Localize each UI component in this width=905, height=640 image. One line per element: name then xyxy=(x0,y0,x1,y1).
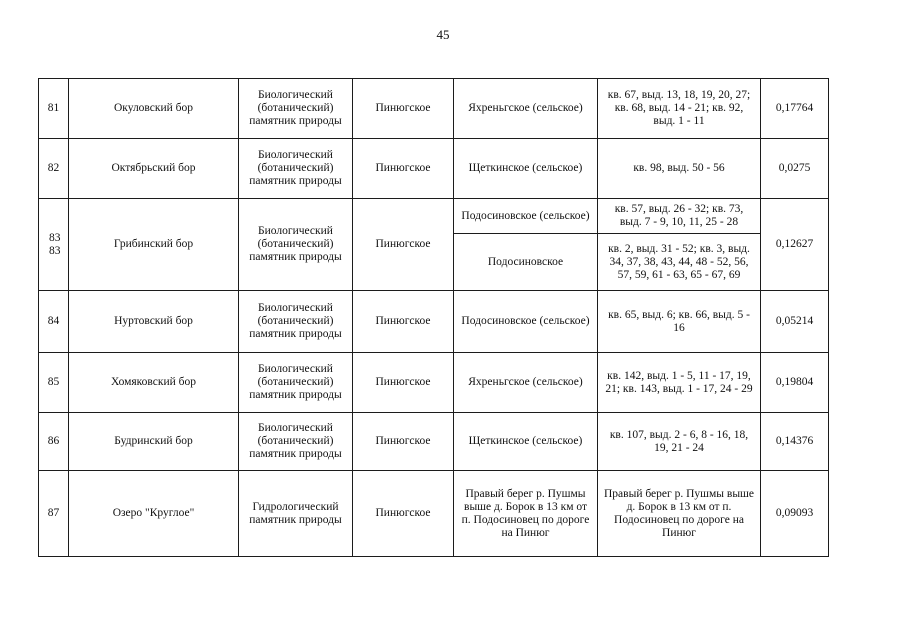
area-value: 0,05214 xyxy=(761,291,829,353)
sub-district: Подосиновское xyxy=(454,234,598,291)
forestry-district: Пинюгское xyxy=(353,413,454,471)
area-value: 0,14376 xyxy=(761,413,829,471)
forestry-district: Пинюгское xyxy=(353,199,454,291)
table-row xyxy=(39,199,829,234)
row-number: 87 xyxy=(39,471,69,557)
row-number-line: 83 xyxy=(49,244,61,257)
sub-district: Правый берег р. Пушмы выше д. Борок в 13 км от п. Подосиновец по дороге на Пинюг xyxy=(454,471,598,557)
row-number: 81 xyxy=(39,79,69,139)
sub-district: Яхреньгское (сельское) xyxy=(454,353,598,413)
sub-district: Щеткинское (сельское) xyxy=(454,139,598,199)
monument-name: Озеро "Круглое" xyxy=(69,471,239,557)
row-number-line: 83 xyxy=(49,231,61,244)
forestry-district: Пинюгское xyxy=(353,471,454,557)
location: кв. 142, выд. 1 - 5, 11 - 17, 19, 21; кв. 143, выд. 1 - 17, 24 - 29 xyxy=(598,353,761,413)
forestry-district: Пинюгское xyxy=(353,291,454,353)
area-value: 0,19804 xyxy=(761,353,829,413)
natural-monuments-table xyxy=(38,78,829,557)
sub-district: Яхреньгское (сельское) xyxy=(454,79,598,139)
row-number: 84 xyxy=(39,291,69,353)
monument-name: Октябрьский бор xyxy=(69,139,239,199)
row-number xyxy=(39,199,69,291)
location: кв. 65, выд. 6; кв. 66, выд. 5 - 16 xyxy=(598,291,761,353)
table-row xyxy=(39,291,829,353)
page-number: 45 xyxy=(436,27,450,42)
sub-district: Подосиновское (сельское) xyxy=(454,291,598,353)
monument-type: Биологический (ботанический) памятник природы xyxy=(239,353,353,413)
monument-type: Биологический (ботанический) памятник природы xyxy=(239,199,353,291)
table-row xyxy=(39,471,829,557)
monument-type: Биологический (ботанический) памятник природы xyxy=(239,139,353,199)
location: кв. 107, выд. 2 - 6, 8 - 16, 18, 19, 21 - 24 xyxy=(598,413,761,471)
sub-district: Подосиновское (сельское) xyxy=(454,199,598,234)
location: Правый берег р. Пушмы выше д. Борок в 13 км от п. Подосиновец по дороге на Пинюг xyxy=(598,471,761,557)
row-number: 82 xyxy=(39,139,69,199)
area-value: 0,12627 xyxy=(761,199,829,291)
monument-type: Гидрологический памятник природы xyxy=(239,471,353,557)
location: кв. 57, выд. 26 - 32; кв. 73, выд. 7 - 9, 10, 11, 25 - 28 xyxy=(598,199,761,234)
area-value: 0,0275 xyxy=(761,139,829,199)
monument-name: Нуртовский бор xyxy=(69,291,239,353)
area-value: 0,09093 xyxy=(761,471,829,557)
location: кв. 67, выд. 13, 18, 19, 20, 27; кв. 68, выд. 14 - 21; кв. 92, выд. 1 - 11 xyxy=(598,79,761,139)
forestry-district: Пинюгское xyxy=(353,353,454,413)
location: кв. 2, выд. 31 - 52; кв. 3, выд. 34, 37, 38, 43, 44, 48 - 52, 56, 57, 59, 61 - 63, 65 - 67, 69 xyxy=(598,234,761,291)
forestry-district: Пинюгское xyxy=(353,139,454,199)
row-number: 86 xyxy=(39,413,69,471)
table-row xyxy=(39,413,829,471)
monument-type: Биологический (ботанический) памятник природы xyxy=(239,291,353,353)
area-value: 0,17764 xyxy=(761,79,829,139)
row-number: 85 xyxy=(39,353,69,413)
monument-type: Биологический (ботанический) памятник природы xyxy=(239,79,353,139)
monument-name: Грибинский бор xyxy=(69,199,239,291)
table-row xyxy=(39,139,829,199)
location: кв. 98, выд. 50 - 56 xyxy=(598,139,761,199)
monument-type: Биологический (ботанический) памятник природы xyxy=(239,413,353,471)
monument-name: Будринский бор xyxy=(69,413,239,471)
table-row xyxy=(39,353,829,413)
monument-name: Окуловский бор xyxy=(69,79,239,139)
monument-name: Хомяковский бор xyxy=(69,353,239,413)
sub-district: Щеткинское (сельское) xyxy=(454,413,598,471)
table-row xyxy=(39,79,829,139)
forestry-district: Пинюгское xyxy=(353,79,454,139)
